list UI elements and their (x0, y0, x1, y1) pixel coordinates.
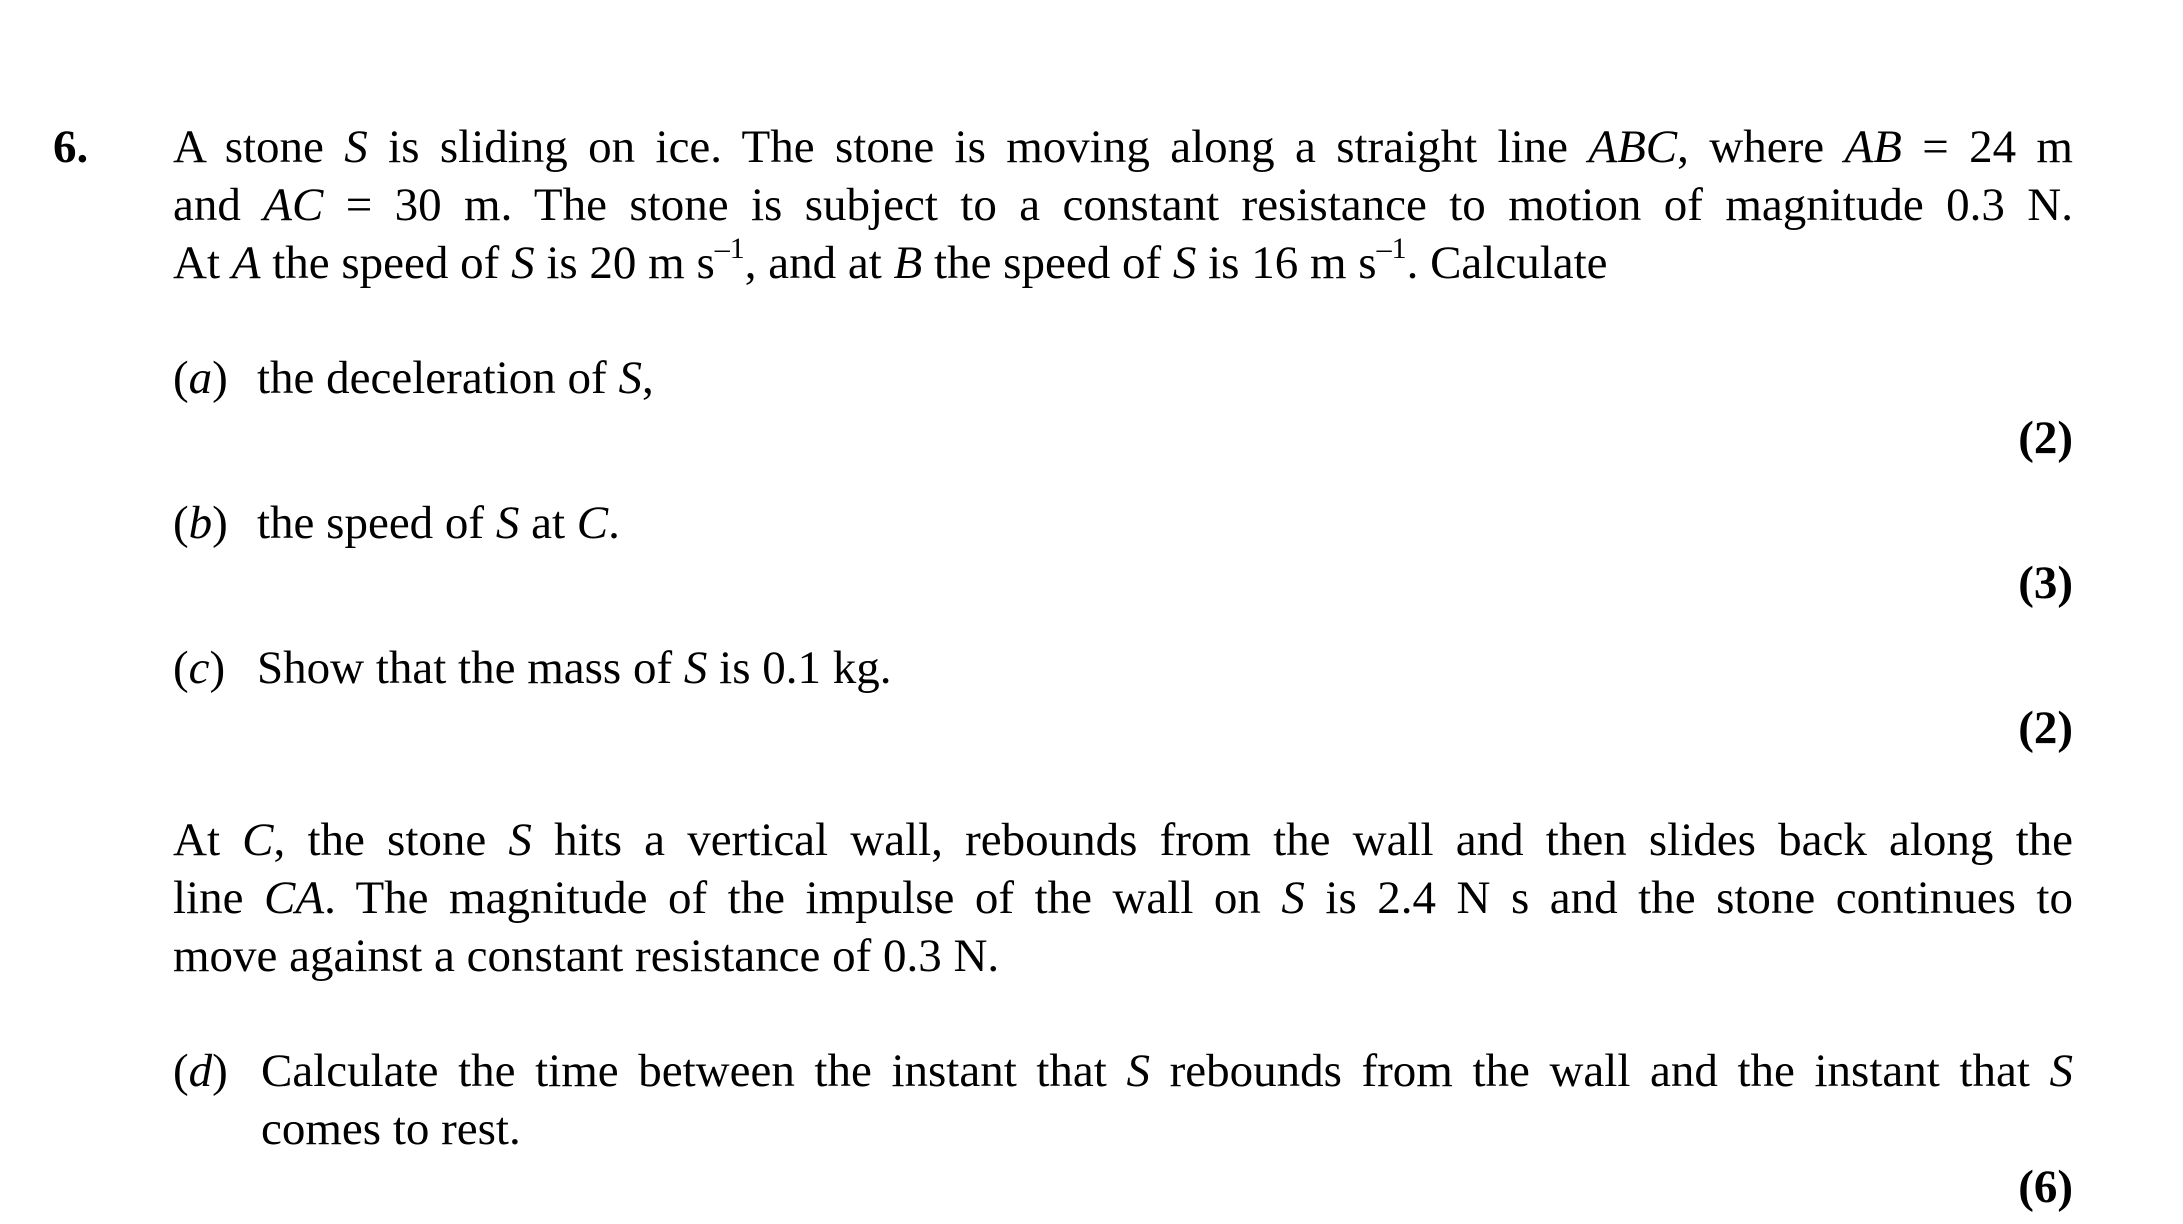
part-a-label: (a) (173, 352, 228, 404)
part-d-label: (d) (173, 1045, 228, 1097)
part-d-marks: (6) (2018, 1161, 2073, 1213)
question-middle-paragraph (173, 811, 2073, 985)
part-b (173, 494, 620, 552)
part-a-marks: (2) (2018, 412, 2073, 464)
intro-line-1: A stone S is sliding on ice. The stone is moving along a straight line ABC, where AB = 24 m (173, 121, 2073, 173)
question-intro (173, 118, 2073, 292)
middle-line-1: At C, the stone S hits a vertical wall, rebounds from the wall and then slides back along the (173, 814, 2073, 866)
intro-line-3: At A the speed of S is 20 m $s^{-1}$, and at B the speed of S is 16 m $s^{-1}$. Calculate (173, 232, 1608, 289)
intro-line-2: and AC = 30 m. The stone is subject to a constant resistance to motion of magnitude 0.3 N. (173, 179, 2073, 231)
part-c-label: (c) (173, 642, 226, 694)
question-number: 6. (53, 121, 89, 173)
part-a-text: the deceleration of S, (257, 352, 654, 404)
middle-line-3: move against a constant resistance of 0.3 N. (173, 930, 1000, 982)
part-d-text (261, 1042, 2073, 1158)
part-c (173, 639, 892, 697)
part-b-label: (b) (173, 497, 228, 549)
part-c-marks: (2) (2018, 702, 2073, 754)
middle-line-2: line CA. The magnitude of the impulse of the wall on S is 2.4 N s and the stone continues to (173, 872, 2073, 924)
part-b-marks: (3) (2018, 557, 2073, 609)
part-d (173, 1042, 2073, 1158)
part-b-text: the speed of S at C. (257, 497, 620, 549)
part-d-line-2: comes to rest. (261, 1103, 521, 1155)
part-d-line-1: Calculate the time between the instant that S rebounds from the wall and the instant that S (261, 1045, 2073, 1097)
part-a (173, 349, 654, 407)
part-c-text: Show that the mass of S is 0.1 kg. (257, 642, 892, 694)
